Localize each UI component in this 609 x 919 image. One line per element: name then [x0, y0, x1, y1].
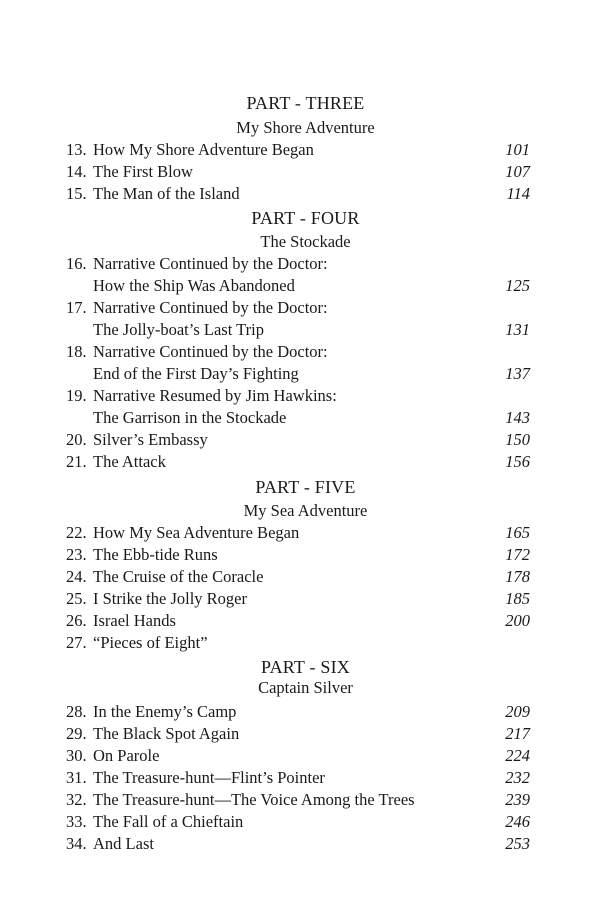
chapter-number: 33. — [66, 812, 87, 831]
page-number: 224 — [505, 746, 530, 765]
toc-entry-29 — [0, 723, 609, 745]
toc-entry-23 — [0, 544, 609, 566]
page-number: 232 — [505, 768, 530, 787]
chapter-title: “Pieces of Eight” — [93, 633, 208, 652]
toc-entry-14 — [0, 161, 609, 183]
toc-entry-31 — [0, 767, 609, 789]
part-title: PART - THREE — [246, 93, 365, 113]
toc-entry-18-continued — [0, 363, 609, 385]
chapter-title: I Strike the Jolly Roger — [93, 589, 247, 608]
toc-entry-27 — [0, 632, 609, 654]
chapter-number: 15. — [66, 184, 87, 203]
toc-entry-13 — [0, 139, 609, 161]
chapter-number: 31. — [66, 768, 87, 787]
page-number: 239 — [505, 790, 530, 809]
chapter-title: In the Enemy’s Camp — [93, 702, 237, 721]
toc-entry-32 — [0, 789, 609, 811]
chapter-number: 14. — [66, 162, 87, 181]
toc-entry-17 — [0, 297, 609, 319]
chapter-number: 17. — [66, 298, 87, 317]
chapter-title-line-2: The Garrison in the Stockade — [93, 408, 287, 427]
chapter-number: 29. — [66, 724, 87, 743]
page-number: 131 — [505, 320, 530, 339]
page-number: 185 — [505, 589, 530, 608]
table-of-contents — [0, 88, 609, 855]
page-number: 114 — [506, 184, 530, 203]
chapter-title: The Treasure-hunt—The Voice Among the Trees — [93, 790, 415, 809]
toc-entry-26 — [0, 610, 609, 632]
chapter-number: 18. — [66, 342, 87, 361]
chapter-title: The Black Spot Again — [93, 724, 240, 743]
chapter-number: 26. — [66, 611, 87, 630]
page-number: 172 — [505, 545, 530, 564]
toc-entry-33 — [0, 811, 609, 833]
chapter-title: Narrative Continued by the Doctor: — [93, 342, 328, 361]
page-number: 217 — [505, 724, 530, 743]
toc-entry-19-continued — [0, 407, 609, 429]
chapter-title: On Parole — [93, 746, 160, 765]
page-number: 150 — [505, 430, 530, 449]
toc-entry-15 — [0, 183, 609, 205]
toc-entry-30 — [0, 745, 609, 767]
part-title: PART - FOUR — [251, 208, 360, 228]
page-number: 137 — [505, 364, 530, 383]
chapter-number: 27. — [66, 633, 87, 652]
page-number: 125 — [505, 276, 530, 295]
chapter-number: 13. — [66, 140, 87, 159]
page-number: 165 — [505, 523, 530, 542]
chapter-title: The Fall of a Chieftain — [93, 812, 244, 831]
part-three-section — [0, 90, 609, 205]
page-number: 143 — [505, 408, 530, 427]
chapter-number: 20. — [66, 430, 87, 449]
chapter-title-line-2: End of the First Day’s Fighting — [93, 364, 299, 383]
chapter-number: 34. — [66, 834, 87, 853]
chapter-title: The Man of the Island — [93, 184, 240, 203]
page-number: 107 — [505, 162, 530, 181]
part-four-section — [0, 205, 609, 473]
page-number: 178 — [505, 567, 530, 586]
page-number: 209 — [505, 702, 530, 721]
chapter-number: 28. — [66, 702, 87, 721]
chapter-title: Narrative Resumed by Jim Hawkins: — [93, 386, 337, 405]
chapter-title: Narrative Continued by the Doctor: — [93, 254, 328, 273]
chapter-number: 16. — [66, 254, 87, 273]
toc-entry-24 — [0, 566, 609, 588]
toc-entry-22 — [0, 522, 609, 544]
chapter-title: How My Sea Adventure Began — [93, 523, 300, 542]
chapter-number: 24. — [66, 567, 87, 586]
part-six-section — [0, 654, 609, 855]
chapter-number: 25. — [66, 589, 87, 608]
chapter-title: How My Shore Adventure Began — [93, 140, 314, 159]
toc-entry-34 — [0, 833, 609, 855]
chapter-number: 30. — [66, 746, 87, 765]
chapter-title: The First Blow — [93, 162, 193, 181]
toc-entry-16 — [0, 253, 609, 275]
chapter-title: Narrative Continued by the Doctor: — [93, 298, 328, 317]
toc-entry-19 — [0, 385, 609, 407]
toc-entry-21 — [0, 451, 609, 473]
toc-entry-20 — [0, 429, 609, 451]
page-number: 246 — [505, 812, 530, 831]
toc-entry-17-continued — [0, 319, 609, 341]
page-number: 253 — [505, 834, 530, 853]
chapter-number: 32. — [66, 790, 87, 809]
chapter-title: Israel Hands — [93, 611, 176, 630]
chapter-number: 22. — [66, 523, 87, 542]
toc-entry-18 — [0, 341, 609, 363]
chapter-title: The Cruise of the Coracle — [93, 567, 264, 586]
chapter-title-line-2: The Jolly-boat’s Last Trip — [93, 320, 264, 339]
toc-entry-25 — [0, 588, 609, 610]
chapter-number: 19. — [66, 386, 87, 405]
chapter-title-line-2: How the Ship Was Abandoned — [93, 276, 295, 295]
chapter-title: And Last — [93, 834, 154, 853]
chapter-title: The Ebb-tide Runs — [93, 545, 218, 564]
part-subtitle: Captain Silver — [258, 678, 353, 697]
chapter-title: The Treasure-hunt—Flint’s Pointer — [93, 768, 325, 787]
part-subtitle: The Stockade — [260, 232, 351, 251]
toc-entry-16-continued — [0, 275, 609, 297]
toc-entry-28 — [0, 701, 609, 723]
chapter-number: 21. — [66, 452, 87, 471]
chapter-number: 23. — [66, 545, 87, 564]
part-title: PART - SIX — [261, 657, 350, 677]
part-subtitle: My Sea Adventure — [243, 501, 368, 520]
part-five-section — [0, 474, 609, 654]
part-subtitle: My Shore Adventure — [236, 118, 375, 137]
page-number: 200 — [505, 611, 530, 630]
page-number: 101 — [505, 140, 530, 159]
page-number: 156 — [505, 452, 530, 471]
part-title: PART - FIVE — [255, 477, 356, 497]
chapter-title: The Attack — [93, 452, 166, 471]
chapter-title: Silver’s Embassy — [93, 430, 208, 449]
